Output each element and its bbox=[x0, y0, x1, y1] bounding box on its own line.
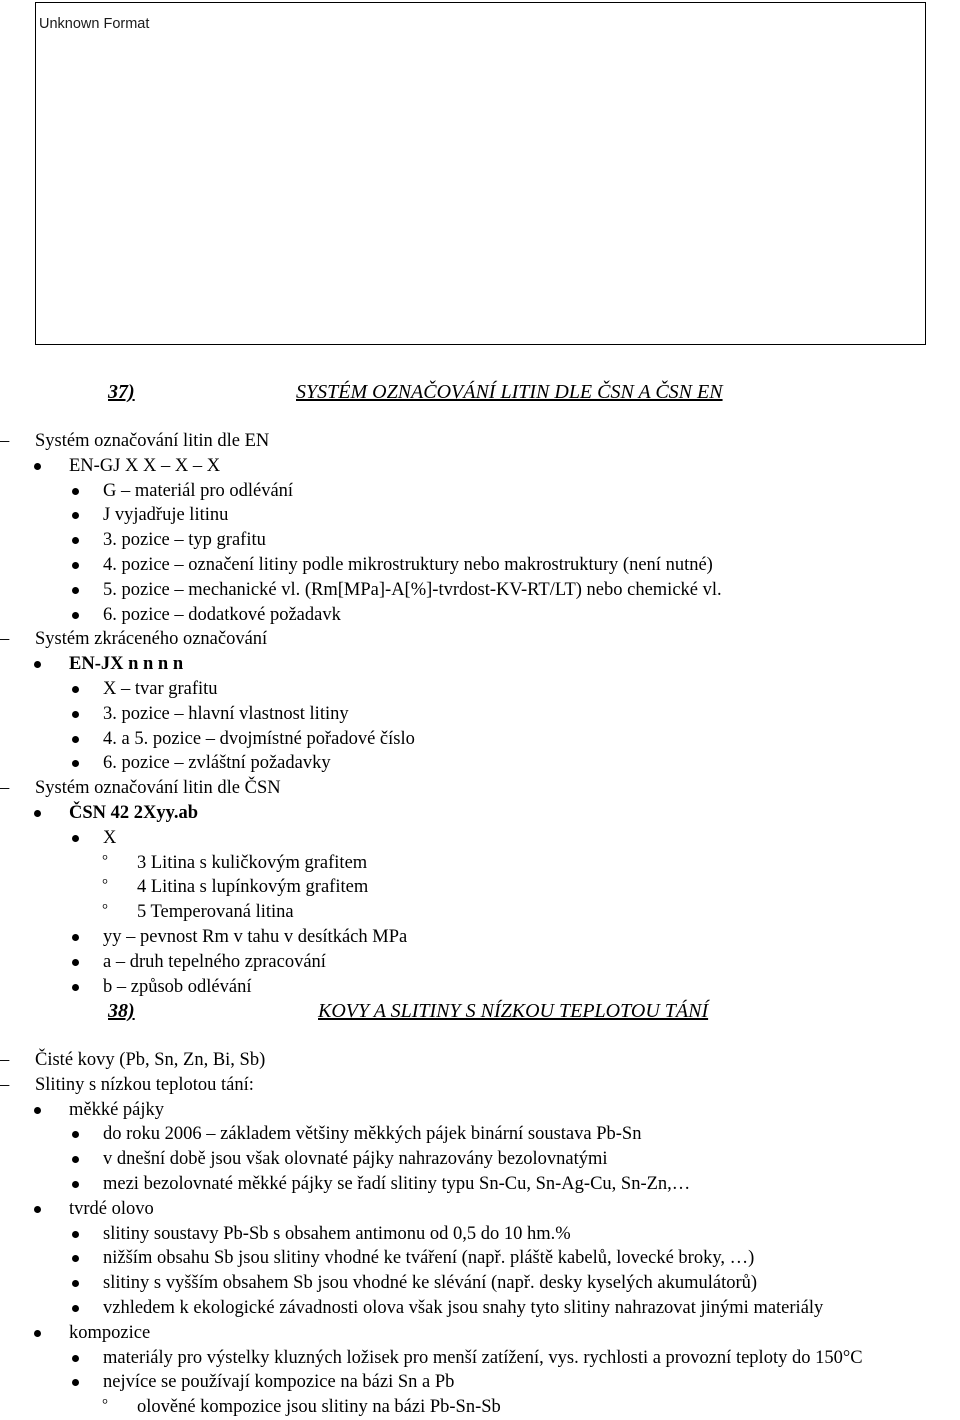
list-item bbox=[103, 603, 341, 628]
list-item bbox=[0, 429, 270, 454]
list-item-text: EN-GJ X X – X – X bbox=[69, 455, 221, 476]
bullet-dot bbox=[72, 934, 79, 941]
list-item-text: 5. pozice – mechanické vl. (Rm[MPa]-A[%]-tvrdost-KV-RT/LT) nebo chemické vl. bbox=[103, 579, 722, 600]
bullet-dot bbox=[72, 1379, 79, 1386]
list-item bbox=[102, 1395, 501, 1420]
list-item bbox=[103, 677, 218, 702]
list-item bbox=[103, 1271, 757, 1296]
list-item bbox=[69, 1197, 154, 1222]
list-item-text: nižším obsahu Sb jsou slitiny vhodné ke tváření (např. pláště kabelů, lovecké broky, …) bbox=[103, 1248, 755, 1269]
section-38-title: KOVY A SLITINY S NÍZKOU TEPLOTOU TÁNÍ bbox=[318, 1000, 709, 1022]
list-item bbox=[103, 727, 415, 752]
list-item bbox=[102, 875, 369, 900]
list-item bbox=[103, 925, 407, 950]
list-item-text: a – druh tepelného zpracování bbox=[103, 951, 326, 972]
list-item-text: materiály pro výstelky kluzných ložisek pro menší zatížení, vys. rychlosti a provozní teploty do 150°C bbox=[103, 1347, 863, 1368]
list-item bbox=[103, 702, 349, 727]
list-item-text: b – způsob odlévání bbox=[103, 976, 252, 997]
bullet-dot bbox=[72, 537, 79, 544]
list-item bbox=[69, 1098, 164, 1123]
bullet-circle: ° bbox=[102, 877, 108, 894]
list-item bbox=[102, 851, 368, 876]
bullet-dot bbox=[72, 711, 79, 718]
bullet-dot bbox=[72, 686, 79, 693]
list-item bbox=[69, 801, 198, 826]
list-item bbox=[103, 553, 713, 578]
list-item-text: Čisté kovy (Pb, Sn, Zn, Bi, Sb) bbox=[35, 1050, 266, 1070]
list-item bbox=[103, 578, 722, 603]
list-item-text: X – tvar grafitu bbox=[103, 679, 218, 699]
bullet-dot bbox=[72, 1231, 79, 1238]
dash-bullet: – bbox=[0, 1050, 10, 1070]
list-item-text: 4 Litina s lupínkovým grafitem bbox=[137, 877, 369, 898]
list-item bbox=[0, 627, 268, 652]
list-item-text: yy – pevnost Rm v tahu v desítkách MPa bbox=[103, 927, 408, 947]
list-item bbox=[103, 975, 252, 1000]
list-item bbox=[103, 1222, 571, 1247]
bullet-circle: ° bbox=[102, 1397, 108, 1414]
list-item bbox=[103, 1122, 641, 1147]
dash-bullet: – bbox=[0, 1074, 10, 1095]
list-item-text: 5 Temperovaná litina bbox=[137, 902, 294, 923]
unknown-format-image-placeholder bbox=[35, 2, 926, 345]
list-item-text: EN-JX n n n n bbox=[69, 654, 184, 675]
list-item-text: kompozice bbox=[69, 1322, 151, 1343]
list-item bbox=[103, 1370, 454, 1395]
list-item bbox=[103, 826, 116, 851]
list-item-text: slitiny s vyšším obsahem Sb jsou vhodné ke slévání (např. desky kyselých akumulátorů) bbox=[103, 1273, 758, 1294]
list-item-text: do roku 2006 – základem většiny měkkých pájek binární soustava Pb-Sn bbox=[103, 1124, 642, 1145]
list-item-text: Slitiny s nízkou teplotou tání: bbox=[35, 1074, 254, 1095]
list-item bbox=[103, 751, 331, 776]
list-item bbox=[103, 528, 266, 553]
list-item-text: 3. pozice – hlavní vlastnost litiny bbox=[103, 703, 349, 724]
bullet-dot bbox=[34, 661, 41, 668]
list-item-text: X bbox=[103, 827, 117, 848]
list-item-text: 3 Litina s kuličkovým grafitem bbox=[137, 852, 368, 873]
bullet-dot bbox=[34, 1330, 41, 1337]
bullet-circle: ° bbox=[102, 852, 108, 869]
bullet-dot bbox=[72, 736, 79, 743]
bullet-dot bbox=[72, 612, 79, 619]
list-item bbox=[69, 1321, 150, 1346]
bullet-dot bbox=[72, 1280, 79, 1287]
list-item-text: v dnešní době jsou však olovnaté pájky nahrazovány bezolovnatými bbox=[103, 1149, 608, 1170]
list-item-text: nejvíce se používají kompozice na bázi Sn a Pb bbox=[103, 1372, 455, 1393]
list-item-text: Systém zkráceného označování bbox=[35, 629, 268, 650]
bullet-dot bbox=[72, 1305, 79, 1312]
list-item bbox=[69, 454, 220, 479]
bullet-dot bbox=[72, 1355, 79, 1362]
bullet-dot bbox=[72, 1131, 79, 1138]
bullet-dot bbox=[72, 512, 79, 519]
list-item bbox=[103, 950, 326, 975]
list-item-text: měkké pájky bbox=[69, 1099, 165, 1120]
bullet-dot bbox=[72, 959, 79, 966]
list-item bbox=[103, 1246, 754, 1271]
list-item-text: 6. pozice – zvláštní požadavky bbox=[103, 753, 331, 774]
bullet-dot bbox=[72, 1181, 79, 1188]
list-item bbox=[103, 479, 293, 504]
list-item-text: vzhledem k ekologické závadnosti olova však jsou snahy tyto slitiny nahrazovat jinými materiály bbox=[103, 1298, 824, 1318]
bullet-dot bbox=[34, 1206, 41, 1213]
list-item-text: 4. a 5. pozice – dvojmístné pořadové číslo bbox=[103, 728, 415, 749]
list-item bbox=[103, 1147, 608, 1172]
placeholder-label: Unknown Format bbox=[39, 16, 150, 32]
list-item-text: mezi bezolovnaté měkké pájky se řadí slitiny typu Sn-Cu, Sn-Ag-Cu, Sn-Zn,… bbox=[103, 1174, 691, 1194]
list-item-text: olověné kompozice jsou slitiny na bázi Pb-Sn-Sb bbox=[137, 1397, 501, 1418]
list-item bbox=[0, 776, 281, 801]
dash-bullet: – bbox=[0, 431, 10, 451]
list-item bbox=[102, 900, 294, 925]
section-37-title: SYSTÉM OZNAČOVÁNÍ LITIN DLE ČSN A ČSN EN bbox=[296, 381, 723, 403]
section-37-number: 37) bbox=[108, 381, 135, 403]
list-item bbox=[0, 1073, 254, 1098]
bullet-dot bbox=[72, 1255, 79, 1262]
list-item-text: 3. pozice – typ grafitu bbox=[103, 530, 266, 551]
list-item bbox=[69, 652, 183, 677]
list-item-text: Systém označování litin dle ČSN bbox=[35, 778, 281, 799]
list-item bbox=[103, 503, 228, 528]
bullet-dot bbox=[34, 1107, 41, 1114]
dash-bullet: – bbox=[0, 778, 10, 799]
bullet-dot bbox=[72, 587, 79, 594]
list-item-text: J vyjadřuje litinu bbox=[103, 505, 229, 526]
dash-bullet: – bbox=[0, 629, 10, 650]
bullet-dot bbox=[72, 835, 79, 842]
list-item bbox=[0, 1048, 266, 1073]
bullet-circle: ° bbox=[102, 902, 108, 919]
list-item bbox=[103, 1296, 823, 1321]
list-item-text: slitiny soustavy Pb-Sb s obsahem antimonu od 0,5 do 10 hm.% bbox=[103, 1223, 571, 1244]
list-item-text: 4. pozice – označení litiny podle mikrostruktury nebo makrostruktury (není nutné) bbox=[103, 555, 713, 575]
list-item-text: Systém označování litin dle EN bbox=[35, 431, 270, 451]
list-item-text: G – materiál pro odlévání bbox=[103, 480, 294, 501]
section-38-number: 38) bbox=[108, 1000, 135, 1022]
list-item-text: ČSN 42 2Xyy.ab bbox=[69, 803, 199, 823]
list-item bbox=[103, 1172, 690, 1197]
bullet-dot bbox=[72, 1156, 79, 1163]
list-item-text: tvrdé olovo bbox=[69, 1198, 154, 1219]
bullet-dot bbox=[72, 760, 79, 767]
bullet-dot bbox=[72, 984, 79, 991]
bullet-dot bbox=[34, 463, 41, 470]
bullet-dot bbox=[72, 488, 79, 495]
bullet-dot bbox=[72, 562, 79, 569]
list-item bbox=[103, 1346, 863, 1371]
bullet-dot bbox=[34, 810, 41, 817]
list-item-text: 6. pozice – dodatkové požadavk bbox=[103, 604, 341, 625]
